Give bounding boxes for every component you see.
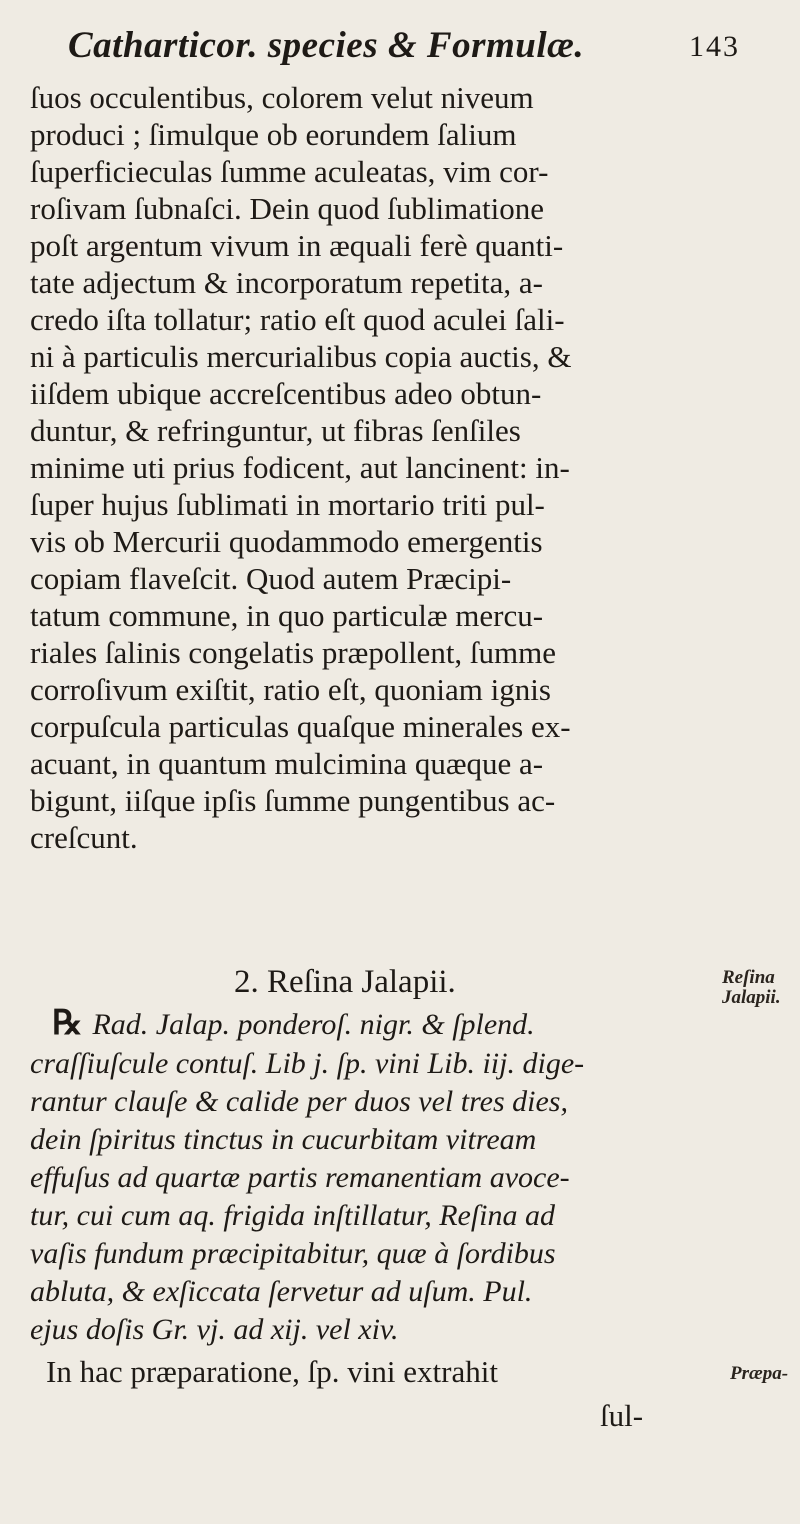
- text-line: ſuper hujus ſublimati in mortario triti pul-: [30, 487, 545, 522]
- recipe-symbol-icon: ℞: [52, 1005, 83, 1042]
- closing-line: In hac præparatione, ſp. vini extrahit: [46, 1354, 498, 1389]
- text-line: minime uti prius fodicent, aut lancinent: in-: [30, 450, 570, 485]
- text-line: ni à particulis mercurialibus copia auctis, &: [30, 339, 572, 374]
- page-number: 143: [689, 30, 740, 63]
- text-line: tatum commune, in quo particulæ mercu-: [30, 598, 544, 633]
- text-line: corroſivum exiſtit, ratio eſt, quoniam ignis: [30, 672, 551, 707]
- recipe-line: tur, cui cum aq. frigida inſtillatur, Reſina ad: [30, 1199, 555, 1232]
- text-line: ſuos occulentibus, colorem velut niveum: [30, 80, 534, 115]
- recipe-line: ejus doſis Gr. vj. ad xij. vel xiv.: [30, 1313, 399, 1346]
- recipe-line: rantur clauſe & calide per duos vel tres dies,: [30, 1085, 568, 1118]
- running-head: [0, 8, 800, 66]
- text-line: corpuſcula particulas quaſque minerales ex-: [30, 709, 571, 744]
- text-line: copiam flaveſcit. Quod autem Præcipi-: [30, 561, 512, 596]
- recipe-line: dein ſpiritus tinctus in cucurbitam vitream: [30, 1123, 537, 1156]
- margin-note-prepa: Præpa-: [730, 1363, 789, 1384]
- text-line: produci ; ſimulque ob eorundem ſalium: [30, 117, 517, 152]
- text-line: creſcunt.: [30, 820, 138, 855]
- running-title: Catharticor. species & Formulæ.: [68, 25, 585, 66]
- margin-note-line: Reſina: [722, 967, 775, 988]
- text-line: bigunt, iiſque ipſis ſumme pungentibus ac-: [30, 783, 556, 818]
- text-line: duntur, & refringuntur, ut fibras ſenſiles: [30, 413, 521, 448]
- section-heading: 2. Reſina Jalapii.: [234, 964, 456, 1000]
- text-line: acuant, in quantum mulcimina quæque a-: [30, 746, 544, 781]
- recipe-text: Rad. Jalap. ponderoſ. nigr. & ſplend.: [92, 1008, 535, 1041]
- recipe-line: effuſus ad quartæ partis remanentiam avoce-: [30, 1161, 570, 1194]
- text-line: ſuperficieculas ſumme aculeatas, vim cor-: [30, 154, 549, 189]
- margin-note-resina: [722, 968, 781, 1008]
- recipe-line: [52, 1006, 535, 1042]
- recipe-line: craſſiuſcule contuſ. Lib j. ſp. vini Lib. iij. dige-: [30, 1047, 585, 1080]
- text-line: riales ſalinis congelatis præpollent, ſumme: [30, 635, 557, 670]
- catchword: ſul-: [600, 1398, 644, 1433]
- text-line: tate adjectum & incorporatum repetita, a-: [30, 265, 543, 300]
- text-line: iiſdem ubique accreſcentibus adeo obtun-: [30, 376, 542, 411]
- recipe-line: vaſis fundum præcipitabitur, quæ à ſordibus: [30, 1237, 556, 1270]
- text-line: poſt argentum vivum in æquali ferè quanti-: [30, 228, 564, 263]
- text-line: roſivam ſubnaſci. Dein quod ſublimatione: [30, 191, 544, 226]
- recipe-line: abluta, & exſiccata ſervetur ad uſum. Pul.: [30, 1275, 533, 1308]
- text-line: vis ob Mercurii quodammodo emergentis: [30, 524, 543, 559]
- text-line: credo iſta tollatur; ratio eſt quod aculei ſali-: [30, 302, 565, 337]
- margin-note-line: Jalapii.: [722, 987, 781, 1008]
